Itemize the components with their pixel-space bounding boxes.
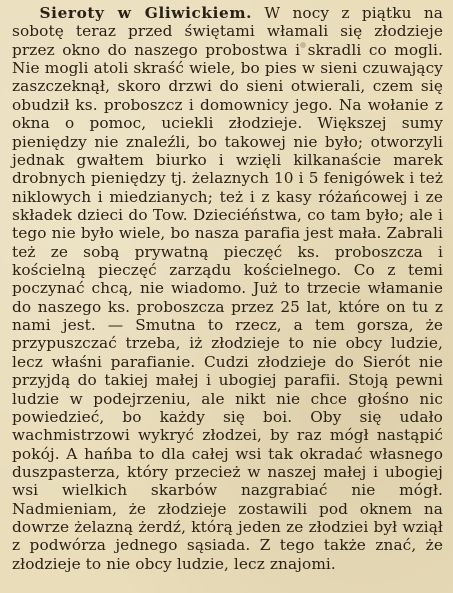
article-headline: Sieroty w Gliwickiem. xyxy=(39,4,253,22)
paper-smudge xyxy=(300,42,306,48)
article-paragraph xyxy=(12,4,443,573)
article-body: W nocy z piątku na sobotę teraz przed świętami włamali się złodzieje przez okno do naszego probostwa i skradli co mogli. Nie mogli atoli skraść wiele, bo pies w sieni czuwający zaszczeknął, skoro drzwi do sieni otwierali, czem się obudził ks. proboszcz i domownicy jego. Na wołanie z okna o pomoc, uciekli złodzieje. Większej sumy pieniędzy nie znaleźli, bo takowej nie było; otworzyli jednak gwałtem biurko i wzięli kilkanaście marek drobnych pieniędzy tj. żelaznych 10 i 5 fenigówek i też niklowych i miedzianych; też i z kasy różańcowej i ze składek dzieci do Tow. Dzieciéństwa, co tam było; ale i tego nie było wiele, bo nasza parafia jest mała. Zabrali też ze sobą prywatną pieczęć ks. proboszcza i kościelną pieczęć zarządu kościelnego. Co z temi poczynać chcą, nie wiadomo. Już to trzecie włamanie do naszego ks. proboszcza przez 25 lat, które on tu z nami jest. — Smutna to rzecz, a tem gorsza, że przypuszczać trzeba, iż złodzieje to nie obcy ludzie, lecz właśni parafianie. Cudzi złodzieje do Sierót nie przyjdą do takiej małej i ubogiej parafii. Stoją pewni ludzie w podejrzeniu, ale nikt nie chce głośno nic powiedzieć, bo każdy się boi. Oby się udało wachmistrzowi wykryć złodzei, by raz mógł nastąpić pokój. A hańba to dla całej wsi tak okradać własnego duszpasterza, który przecież w naszej małej i ubogiej wsi wielkich skarbów nazgrabiać nie mógł. Nadmieniam, że złodzieje zostawili pod oknem na dowrze żelazną żerdź, którą jeden ze złodziei był wziął z podwórza jednego sąsiada. Z tego także znać, że złodzieje to nie obcy ludzie, lecz znajomi. xyxy=(12,4,443,573)
